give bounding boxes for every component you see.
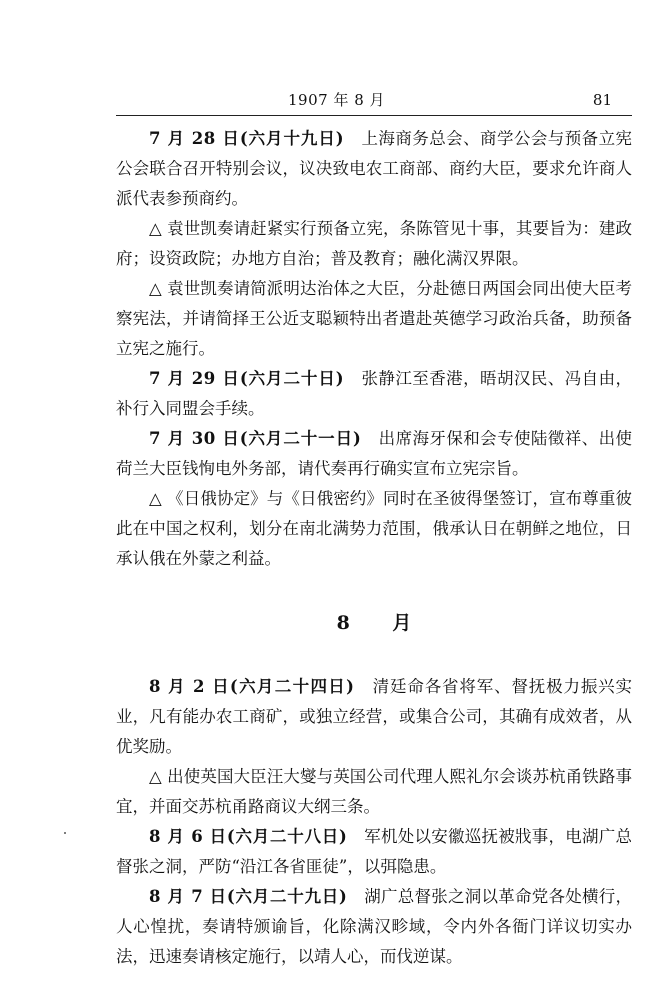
entry-text: 军机处以安徽巡抚被戕事，电湖广总督张之洞，严防“沿江各省匪徒”，以弭隐患。 — [116, 827, 633, 876]
entry-date: 7 月 29 日(六月二十日) — [149, 369, 345, 388]
entry-date: 7 月 30 日(六月二十一日) — [149, 429, 362, 448]
entry-date: 8 月 2 日(六月二十四日) — [149, 677, 355, 696]
entry-text: 出席海牙保和会专使陆徵祥、出使荷兰大臣钱恂电外务部，请代奏再行确实宣布立宪宗旨。 — [116, 429, 633, 478]
entry-date: 8 月 6 日(六月二十八日) — [149, 827, 348, 846]
entry-text: 湖广总督张之洞以革命党各处横行，人心惶扰，奏请特颁谕旨，化除满汉畛域，令内外各衙门详议切实办法，迅速奏请核定施行，以靖人心，而伐逆谋。 — [116, 887, 633, 966]
chronicle-entry — [116, 672, 632, 762]
entry-text: 上海商务总会、商学公会与预备立宪公会联合召开特别会议，议决致电农工商部、商约大臣，要求允许商人派代表参预商约。 — [116, 129, 633, 208]
chronicle-entry — [116, 424, 632, 484]
chronicle-entry — [116, 822, 632, 882]
entry-text: △ 出使英国大臣汪大燮与英国公司代理人熙礼尔会谈苏杭甬铁路事宜，并面交苏杭甬路商议大纲三条。 — [116, 767, 632, 816]
chronicle-entry — [116, 364, 632, 424]
chronicle-entry — [116, 882, 632, 972]
chronicle-entry — [116, 484, 632, 574]
entry-text: △ 袁世凯奏请简派明达治体之大臣，分赴德日两国会同出使大臣考察宪法，并请简择王公近支聪颖特出者遣赴英德学习政治兵备，助预备立宪之施行。 — [116, 279, 632, 358]
entry-text: △ 《日俄协定》与《日俄密约》同时在圣彼得堡签订，宣布尊重彼此在中国之权利，划分在南北满势力范围，俄承认日在朝鲜之地位，日承认俄在外蒙之利益。 — [116, 489, 632, 568]
scan-speck — [64, 832, 66, 834]
entry-text: 张静江至香港，晤胡汉民、冯自由，补行入同盟会手续。 — [116, 369, 633, 418]
chronicle-entry — [116, 124, 632, 214]
chronicle-entry — [116, 274, 632, 364]
running-header — [120, 90, 624, 112]
entry-text: 清廷命各省将军、督抚极力振兴实业，凡有能办农工商矿，或独立经营，或集合公司，其确有成效者，从优奖励。 — [116, 677, 633, 756]
chronicle-entry — [116, 214, 632, 274]
entry-date: 7 月 28 日(六月十九日) — [149, 129, 345, 148]
entry-date: 8 月 7 日(六月二十九日) — [149, 887, 348, 906]
header-title: 1907 年 8 月 — [288, 91, 386, 109]
entry-text: △ 袁世凯奏请赶紧实行预备立宪，条陈管见十事，其要旨为：建政府；设资政院；办地方自治；普及教育；融化满汉界限。 — [116, 219, 632, 268]
header-rule — [116, 115, 632, 116]
month-heading: 8 月 — [336, 612, 430, 634]
page-number: 81 — [592, 91, 612, 109]
chronicle-entry — [116, 762, 632, 822]
chronicle-content — [116, 124, 632, 972]
